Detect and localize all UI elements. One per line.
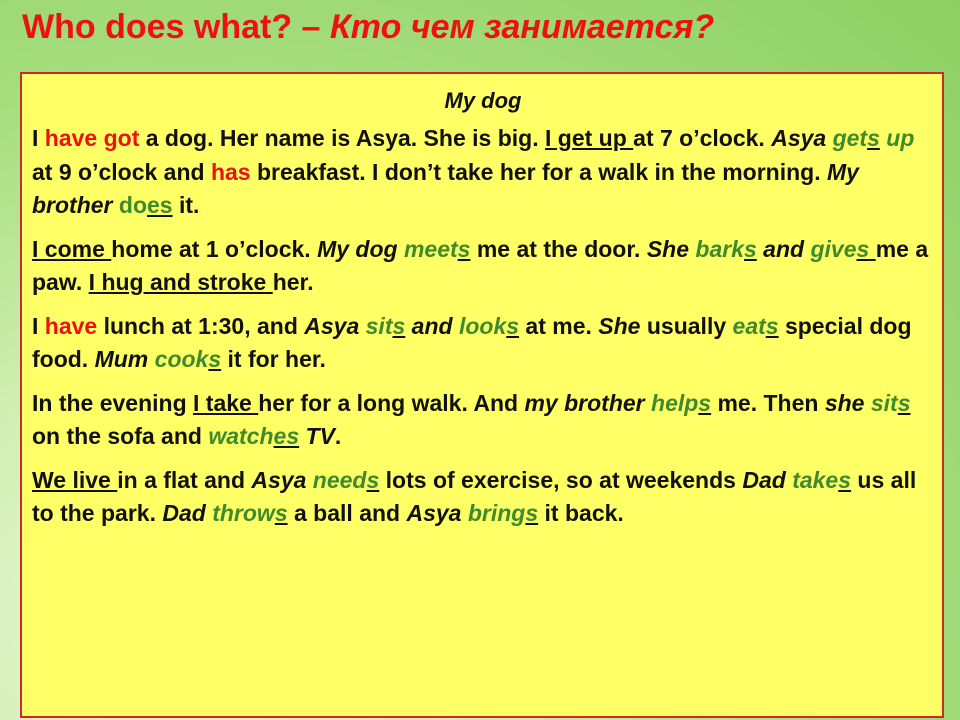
title-russian: Кто чем занимается?	[329, 8, 715, 46]
title-english: Who does what? –	[22, 8, 330, 46]
paragraph-2: I come home at 1 o’clock. My dog meets me at the door. She barks and gives me a paw. I hug and stroke her.	[32, 235, 929, 295]
paragraph-3: I have lunch at 1:30, and Asya sits and looks at me. She usually eats special dog food. Mum cooks it for her.	[32, 312, 912, 372]
paragraph-4: In the evening I take her for a long walk. And my brother helps me. Then she sits on the sofa and watches TV.	[32, 389, 911, 449]
paragraph-1: I have got a dog. Her name is Asya. She is big. I get up at 7 o’clock. Asya gets up at 9 o’clock and has breakfast. I don’t take her for a walk in the morning. My brother does it.	[32, 125, 915, 218]
paragraph-5: We live in a flat and Asya needs lots of exercise, so at weekends Dad takes us all to the park. Dad throws a ball and Asya brings it back.	[32, 466, 917, 526]
page-title	[22, 8, 714, 47]
text-panel	[20, 72, 944, 718]
text-heading: My dog	[444, 88, 522, 113]
